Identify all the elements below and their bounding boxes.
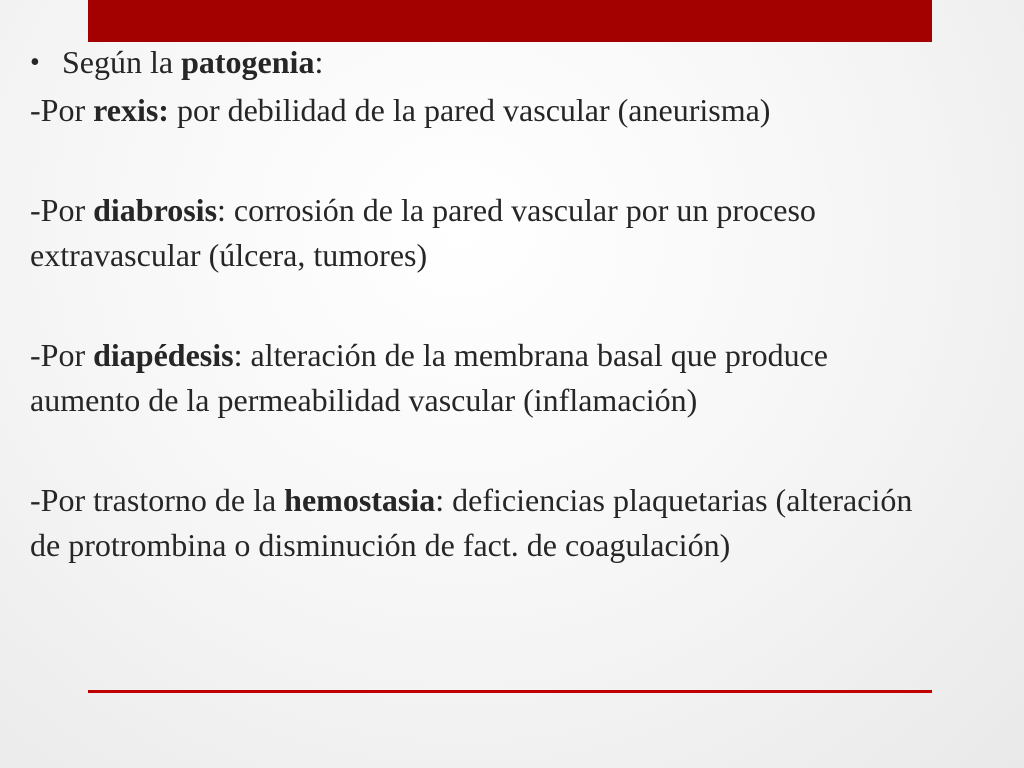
item-term: rexis: — [93, 92, 169, 128]
item-term: diabrosis — [93, 192, 218, 228]
bullet-heading — [30, 40, 930, 85]
slide-content — [30, 40, 930, 568]
item-term: diapédesis — [93, 337, 234, 373]
bottom-divider — [88, 690, 932, 693]
bullet-icon: • — [30, 47, 40, 78]
item-hemostasia — [30, 478, 930, 568]
bullet-bold-term: patogenia — [181, 44, 315, 80]
item-text: : deficiencias plaquetarias (alteración de protrombina o disminución de fact. de coagulación) — [30, 482, 913, 563]
item-prefix: -Por — [30, 337, 94, 373]
bullet-prefix: Según la — [62, 44, 182, 80]
item-diabrosis — [30, 188, 930, 278]
item-prefix: -Por — [30, 92, 94, 128]
item-text: : alteración de la membrana basal que produce aumento de la permeabilidad vascular (inflamación) — [30, 337, 828, 418]
item-text: : corrosión de la pared vascular por un proceso extravascular (úlcera, tumores) — [30, 192, 816, 273]
item-rexis — [30, 88, 930, 133]
item-prefix: -Por trastorno de la — [30, 482, 285, 518]
item-prefix: -Por — [30, 192, 94, 228]
top-accent-bar — [88, 0, 932, 42]
item-diapedesis — [30, 333, 930, 423]
item-text: por debilidad de la pared vascular (aneurisma) — [168, 92, 771, 128]
bullet-suffix: : — [314, 44, 324, 80]
item-term: hemostasia — [284, 482, 436, 518]
